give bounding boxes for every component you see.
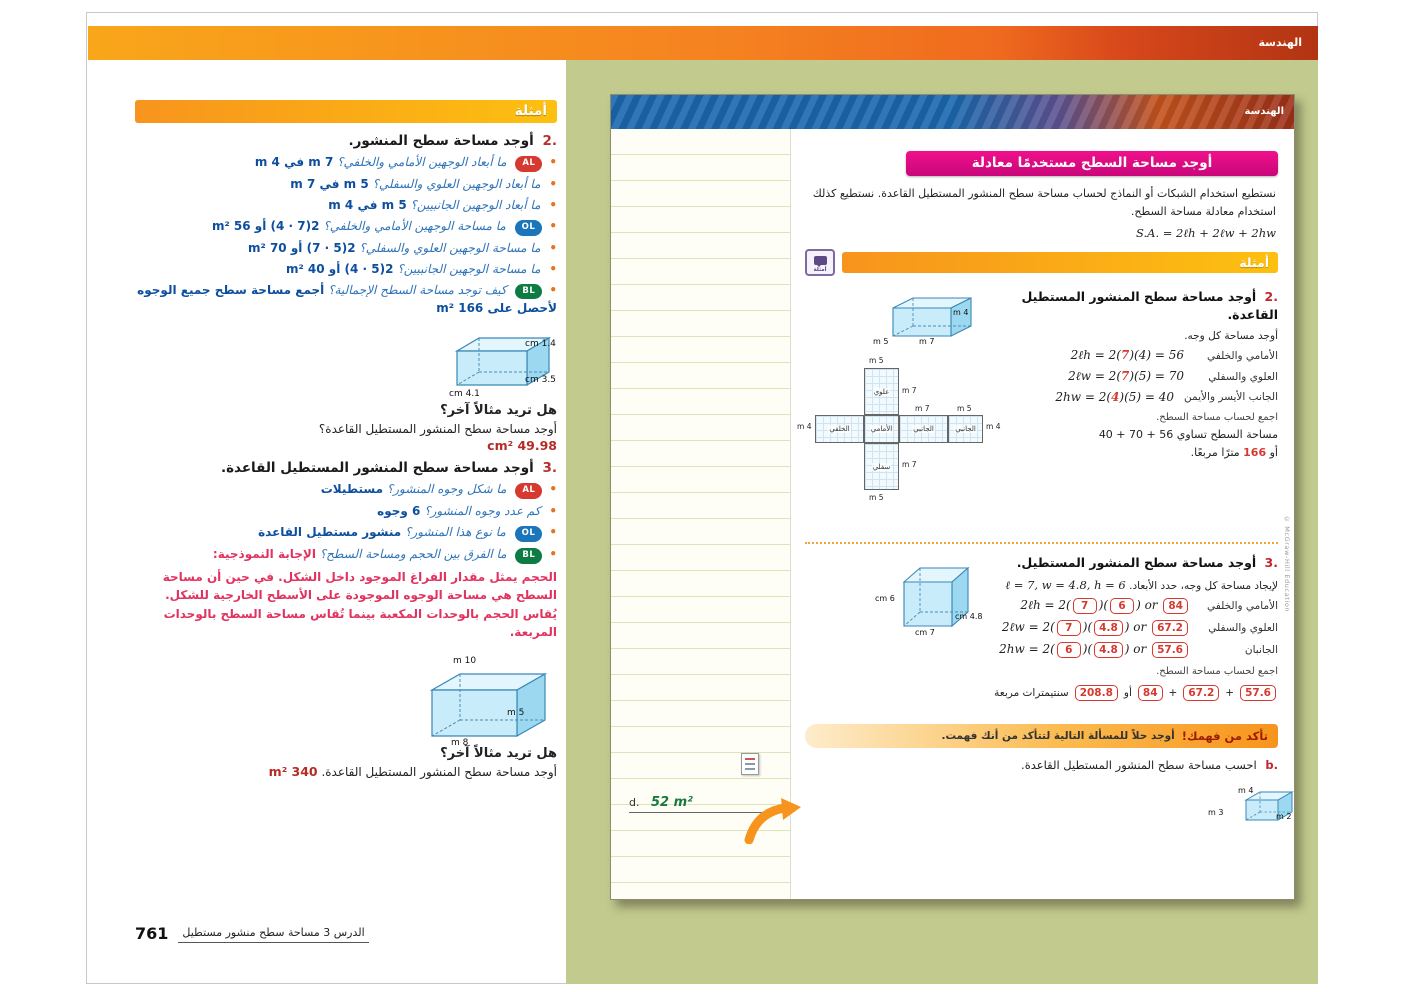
example-3-number: 3. <box>1264 555 1278 571</box>
item2-questions-list <box>135 153 557 317</box>
dimension-label: 2 m <box>1276 812 1292 822</box>
check-understanding-banner <box>805 724 1278 748</box>
dimension-label: 7 cm <box>915 628 935 638</box>
bullet-icon: • <box>549 546 557 561</box>
net-cell-back: الخلفي <box>815 415 864 443</box>
badge-bl: BL <box>515 548 542 564</box>
more-example-question: أوجد مساحة سطح المنشور المستطيل القاعدة. 340 m² <box>268 763 557 779</box>
dimension-label: 5 m <box>507 707 525 718</box>
dimension-label: 4 m <box>953 308 969 318</box>
net-dimension: 7 m <box>902 386 917 396</box>
student-content-column <box>791 129 1296 899</box>
equation: 2hw = 2( 6 )( 4.8 ) or 57.6 <box>999 642 1190 658</box>
example-3-title: أوجد مساحة سطح المنشور المستطيل. <box>1016 555 1257 571</box>
surface-area-result-line: أو 166 مترًا مربعًا. <box>1190 446 1278 460</box>
bullet-icon: • <box>549 282 557 297</box>
more-example-answer: 340 m² <box>268 763 318 779</box>
item2-heading <box>135 133 557 149</box>
dimension-label: 1.4 cm <box>525 339 556 350</box>
question-item <box>135 239 557 257</box>
answer-box: 6 <box>1057 642 1081 658</box>
prism-net-diagram <box>797 354 1001 524</box>
item3-number: 3. <box>542 460 557 477</box>
net-cell-bottom: سفلي <box>864 443 899 490</box>
face-label: الأمامي والخلفي <box>1207 349 1278 362</box>
answer-box: 7 <box>1057 620 1081 636</box>
more-example-heading: هل تريد مثالاً آخر؟ <box>440 745 557 761</box>
answer-text: منشور مستطيل القاعدة <box>258 525 402 539</box>
surface-area-formula: S.A. = 2ℓh + 2ℓw + 2hw <box>1136 226 1276 241</box>
question-item <box>135 480 557 499</box>
dimension-label: 8 m <box>451 737 469 748</box>
sum-note: اجمع لحساب مساحة السطح. <box>1156 412 1278 424</box>
face-label: الجانبان <box>1244 644 1278 657</box>
question-text: ما مساحة الوجهين الأمامي والخلفي؟ <box>323 218 506 233</box>
answer-text: 6 وجوه <box>377 504 421 518</box>
item2-title: أوجد مساحة سطح المنشور. <box>348 133 534 149</box>
dotted-divider <box>805 542 1278 544</box>
answer-box: 84 <box>1138 685 1163 701</box>
sum-equation-row: سنتيمترات مربعة 208.8 أو 84 + 67.2 + 57.6 <box>990 685 1278 701</box>
example-2 <box>797 288 1278 530</box>
question-item <box>135 196 557 214</box>
bullet-icon: • <box>549 176 557 191</box>
examples-banner: أمثلة <box>842 252 1278 273</box>
answer-box: 4.8 <box>1094 642 1123 658</box>
example-3-heading <box>990 554 1278 572</box>
teacher-examples-banner <box>135 100 557 123</box>
dimension-label: 4 m <box>1238 786 1254 796</box>
question-item <box>135 545 557 564</box>
student-geometry-tab-label: الهندسة <box>1244 106 1284 117</box>
prism-figure-small <box>441 331 557 409</box>
student-page <box>610 94 1295 900</box>
dimensions-values: ℓ = 7, w = 4.8, h = 6 <box>1005 578 1126 593</box>
net-cell-top: علوي <box>864 368 899 415</box>
net-cell-front: الأمامي <box>864 415 899 443</box>
prism-svg <box>885 290 985 342</box>
equation: 2hw = 2(4)(5) = 40 <box>1055 390 1175 405</box>
total-box: 208.8 <box>1075 685 1118 701</box>
item3-heading <box>135 460 557 476</box>
dimension-label: 4.1 cm <box>449 389 480 400</box>
dimension-label: 7 m <box>919 337 935 347</box>
check-item-b <box>805 758 1278 772</box>
badge-ol: OL <box>515 526 543 542</box>
bullet-icon: • <box>549 504 557 518</box>
example-2-number: 2. <box>1264 289 1278 305</box>
notebook-answer-letter: d. <box>629 796 640 809</box>
question-text: ما أبعاد الوجهين الأمامي والخلفي؟ <box>337 155 507 169</box>
answer-box: 67.2 <box>1183 685 1219 701</box>
item-b-letter: b. <box>1265 758 1278 773</box>
net-dimension: 4 m <box>986 422 1001 432</box>
net-cell-side: الجانبي <box>948 415 983 443</box>
example-2-figures <box>797 290 1001 503</box>
net-dimension: 4 m <box>797 422 812 432</box>
chapter-top-bar <box>88 26 1318 60</box>
dimension-label: 10 m <box>453 655 477 666</box>
item2-number: 2. <box>542 133 557 149</box>
total-value: 166 <box>1243 446 1267 460</box>
example-2-title: أوجد مساحة سطح المنشور المستطيل القاعدة. <box>1021 289 1278 323</box>
item3-title: أوجد مساحة سطح المنشور المستطيل القاعدة. <box>220 460 534 477</box>
bullet-icon: • <box>549 240 557 255</box>
net-cell-side: الجانبي <box>899 415 948 443</box>
question-item <box>135 153 557 172</box>
equation-row <box>990 369 1278 384</box>
prism-svg <box>890 556 985 634</box>
bullet-icon: • <box>549 261 557 276</box>
more-example-heading: هل تريد مثالاً آخر؟ <box>440 403 557 419</box>
dimension-label: 6 cm <box>875 594 895 604</box>
answer-box: 57.6 <box>1240 685 1276 701</box>
question-item <box>135 281 557 318</box>
model-answer-paragraph: الحجم يمثل مقدار الفراغ الموجود داخل الشكل. في حين أن مساحة السطح هي مساحة الوجوه الموجودة على الأسطح الخارجية للشكل. يُقاس الحجم بالوحدات المكعبة بينما تُقاس مساحة السطح بالوحدات المربعة. <box>162 569 557 640</box>
example-2-subtext: أوجد مساحة كل وجه. <box>1184 330 1278 343</box>
lesson-title-banner: أوجد مساحة السطح مستخدمًا معادلة <box>906 151 1278 176</box>
prism-figure-b <box>1208 786 1298 840</box>
equation-row <box>990 620 1278 636</box>
lesson-footer-title: الدرس 3 مساحة سطح منشور مستطيل <box>178 926 368 943</box>
badge-bl: BL <box>515 284 542 300</box>
surface-area-sum-line: مساحة السطح تساوي 56 + 70 + 40 <box>1098 428 1278 442</box>
answer-box: 6 <box>1110 598 1134 614</box>
more-example-1-section <box>135 325 557 453</box>
examples-stamp-icon <box>805 249 835 276</box>
sticky-note-icon <box>741 753 759 775</box>
net-dimension: 7 m <box>915 404 930 414</box>
surface-area-formula-line <box>807 222 1276 241</box>
check-banner-text: أوجد حلاً للمسألة التالية لتتأكد من أنك فهمت. <box>941 730 1175 743</box>
copyright-side-text: © McGraw-Hill Education <box>1283 515 1291 613</box>
question-text: ما الفرق بين الحجم ومساحة السطح؟ <box>319 546 507 561</box>
equation: 2ℓw = 2( 7 )( 4.8 ) or 67.2 <box>1002 620 1190 636</box>
net-dimension: 5 m <box>869 356 884 366</box>
equation-row <box>990 642 1278 658</box>
face-label: الجانب الأيسر والأيمن <box>1184 391 1278 404</box>
answer-text: 2(5 · 7) أو 70 m² <box>247 240 356 255</box>
cube-figure <box>875 556 985 642</box>
dimension-label: 4.8 cm <box>955 612 983 622</box>
prism-figure <box>865 290 985 350</box>
answer-box: 7 <box>1073 598 1097 614</box>
face-label: العلوي والسفلي <box>1208 370 1278 383</box>
examples-banner-row <box>805 249 1278 276</box>
orange-curved-arrow-icon <box>743 794 805 844</box>
dimension-label: 3.5 cm <box>525 375 556 386</box>
notebook-ruled-area <box>611 129 791 899</box>
handwritten-answer: 52 m² <box>650 795 693 810</box>
example-3-subtext: لإيجاد مساحة كل وجه، حدد الأبعاد. ℓ = 7, w = 4.8, h = 6 <box>1005 578 1278 593</box>
prism-figure-large <box>407 655 557 760</box>
answer-box: 4.8 <box>1094 620 1123 636</box>
question-text: ما أبعاد الوجهين العلوي والسفلي؟ <box>372 176 541 191</box>
answer-text: الإجابة النموذجية: <box>212 546 316 561</box>
question-text: كم عدد وجوه المنشور؟ <box>424 504 541 518</box>
question-text: ما نوع هذا المنشور؟ <box>405 525 506 539</box>
teacher-margin-column <box>135 100 557 786</box>
item-b-text: احسب مساحة سطح المنشور المستطيل القاعدة. <box>1021 758 1257 773</box>
units-text: سنتيمترات مربعة <box>994 687 1069 700</box>
answer-text: 2(7 · 4) أو 56 m² <box>211 218 320 233</box>
face-label: الأمامي والخلفي <box>1207 600 1278 613</box>
answer-text: مستطيلات <box>320 482 384 497</box>
equation-row <box>990 598 1278 614</box>
teacher-footer <box>135 924 369 943</box>
question-text: ما شكل وجوه المنشور؟ <box>386 482 507 497</box>
more-example-1-text <box>135 403 557 453</box>
answer-text: 7 m في 4 m <box>254 155 334 169</box>
face-label: العلوي والسفلي <box>1208 622 1278 635</box>
question-text: ما مساحة الوجهين العلوي والسفلي؟ <box>359 240 541 255</box>
equation: 2ℓh = 2( 7 )( 6 ) or 84 <box>1020 598 1190 614</box>
equation-row <box>990 390 1278 404</box>
stamp-caption: أمثلة <box>813 267 827 274</box>
intro-paragraph: نستطيع استخدام الشبكات أو النماذج لحساب مساحة سطح المنشور المستطيل القاعدة. نستطيع كذلك استخدام معادلة مساحة السطح. <box>812 187 1276 218</box>
equation: 2ℓw = 2(7)(5) = 70 <box>1068 369 1184 384</box>
item-b-figure-row <box>805 780 1292 852</box>
question-item <box>135 175 557 193</box>
answer-text: أجمع مساحة سطح جميع الوجوه لأحصل على 166 m² <box>137 282 557 316</box>
question-text: ما مساحة الوجهين الجانبيين؟ <box>397 261 541 276</box>
teacher-examples-banner-label: أمثلة <box>514 103 547 119</box>
answer-box: 67.2 <box>1152 620 1188 636</box>
bullet-icon: • <box>549 155 557 169</box>
more-example-answer: 49.98 cm² <box>487 438 557 454</box>
or-word: أو <box>1123 687 1132 700</box>
sum-note: اجمع لحساب مساحة السطح. <box>1156 666 1278 678</box>
answer-box: 57.6 <box>1152 642 1188 658</box>
equation: 2ℓh = 2(7)(4) = 56 <box>1070 348 1184 363</box>
question-item <box>135 217 557 236</box>
question-text: كيف توجد مساحة السطح الإجمالية؟ <box>328 282 507 297</box>
bullet-icon: • <box>549 218 557 233</box>
prism-svg <box>422 664 557 744</box>
more-example-2-section <box>135 650 557 782</box>
bullet-icon: • <box>549 525 557 539</box>
answer-box: 84 <box>1163 598 1188 614</box>
answer-text: 2(5 · 4) أو 40 m² <box>285 261 394 276</box>
check-banner-title: تأكد من فهمك! <box>1181 729 1268 744</box>
question-item <box>135 502 557 520</box>
question-item <box>135 523 557 542</box>
answer-text: 5 m في 7 m <box>290 176 369 191</box>
dimension-label: 3 m <box>1208 808 1224 818</box>
net-dimension: 5 m <box>957 404 972 414</box>
bullet-icon: • <box>549 482 557 497</box>
badge-al: AL <box>515 483 542 499</box>
badge-al: AL <box>515 156 542 172</box>
equation-row <box>990 348 1278 363</box>
question-item <box>135 260 557 278</box>
more-example-question: أوجد مساحة سطح المنشور المستطيل القاعدة؟ <box>318 422 557 437</box>
answer-text: 5 m في 4 m <box>328 197 407 212</box>
bullet-icon: • <box>549 197 557 212</box>
example-3 <box>805 554 1278 712</box>
example-3-figures <box>805 556 985 642</box>
net-dimension: 5 m <box>869 493 884 503</box>
net-dimension: 7 m <box>902 460 917 470</box>
item3-questions-list <box>135 480 557 563</box>
dimension-label: 5 m <box>873 337 889 347</box>
badge-ol: OL <box>515 220 543 236</box>
question-text: ما أبعاد الوجهين الجانبيين؟ <box>410 197 541 212</box>
example-2-heading <box>990 288 1278 324</box>
chapter-tab-label: الهندسة <box>1258 36 1302 49</box>
page-number: 761 <box>135 924 169 943</box>
student-page-header-bar <box>611 95 1294 129</box>
